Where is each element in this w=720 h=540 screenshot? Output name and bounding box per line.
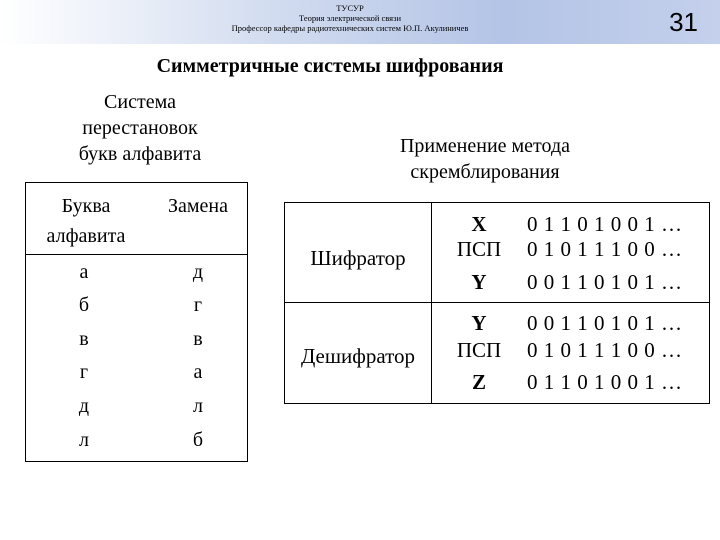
left-subtitle-line: букв алфавита xyxy=(78,143,202,165)
scrambling-table xyxy=(284,202,710,404)
left-subtitle-line: перестановок xyxy=(82,117,198,139)
table-cell-replacement: г xyxy=(193,294,203,316)
header-text xyxy=(150,3,550,33)
table-cell-letter: д xyxy=(78,395,90,417)
table-cell-replacement: б xyxy=(192,429,204,451)
table-cell-letter: г xyxy=(79,361,89,383)
bit-sequence: 0 1 0 1 1 1 0 0 … xyxy=(527,338,683,362)
header-divider xyxy=(26,254,247,255)
column-header-letter xyxy=(26,191,146,251)
table-cell-replacement: д xyxy=(192,261,204,283)
decoder-label: Дешифратор xyxy=(300,344,416,368)
bit-sequence: 0 1 0 1 1 1 0 0 … xyxy=(527,237,683,261)
substitution-table xyxy=(25,182,248,462)
signal-label: ПСП xyxy=(456,237,502,261)
left-subtitle xyxy=(40,89,240,167)
table-cell-letter: б xyxy=(78,294,90,316)
column-header-replacement: Замена xyxy=(167,195,228,217)
row-divider xyxy=(285,302,709,303)
signal-label: Z xyxy=(471,370,486,394)
table-cell-letter: а xyxy=(79,261,89,283)
table-cell-letter: л xyxy=(79,429,89,451)
right-subtitle-line: скремблирования xyxy=(410,161,560,183)
right-subtitle-line: Применение метода xyxy=(399,135,571,157)
table-cell-replacement: л xyxy=(193,395,203,417)
header-university: ТУСУР xyxy=(336,3,364,13)
encoder-label: Шифратор xyxy=(310,246,406,270)
column-divider xyxy=(431,203,432,403)
column-header-line: алфавита xyxy=(46,225,126,247)
left-subtitle-line: Система xyxy=(104,91,176,113)
header-course: Теория электрической связи xyxy=(298,13,401,23)
slide-number: 31 xyxy=(669,7,698,37)
signal-label: Y xyxy=(471,311,487,335)
signal-label: X xyxy=(471,212,487,236)
bit-sequence: 0 1 1 0 1 0 0 1 … xyxy=(527,212,683,236)
page-title: Симметричные системы шифрования xyxy=(156,55,504,77)
bit-sequence: 0 1 1 0 1 0 0 1 … xyxy=(527,370,683,394)
signal-label: Y xyxy=(471,270,487,294)
table-cell-replacement: а xyxy=(193,361,203,383)
bit-sequence: 0 0 1 1 0 1 0 1 … xyxy=(527,311,683,335)
column-header-line: Буква xyxy=(61,195,111,217)
table-cell-replacement: в xyxy=(193,328,203,350)
right-subtitle xyxy=(330,133,640,185)
bit-sequence: 0 0 1 1 0 1 0 1 … xyxy=(527,270,683,294)
header-author: Профессор кафедры радиотехнических систем Ю.П. Акулиничев xyxy=(231,23,469,33)
signal-label: ПСП xyxy=(456,338,502,362)
table-cell-letter: в xyxy=(79,328,89,350)
